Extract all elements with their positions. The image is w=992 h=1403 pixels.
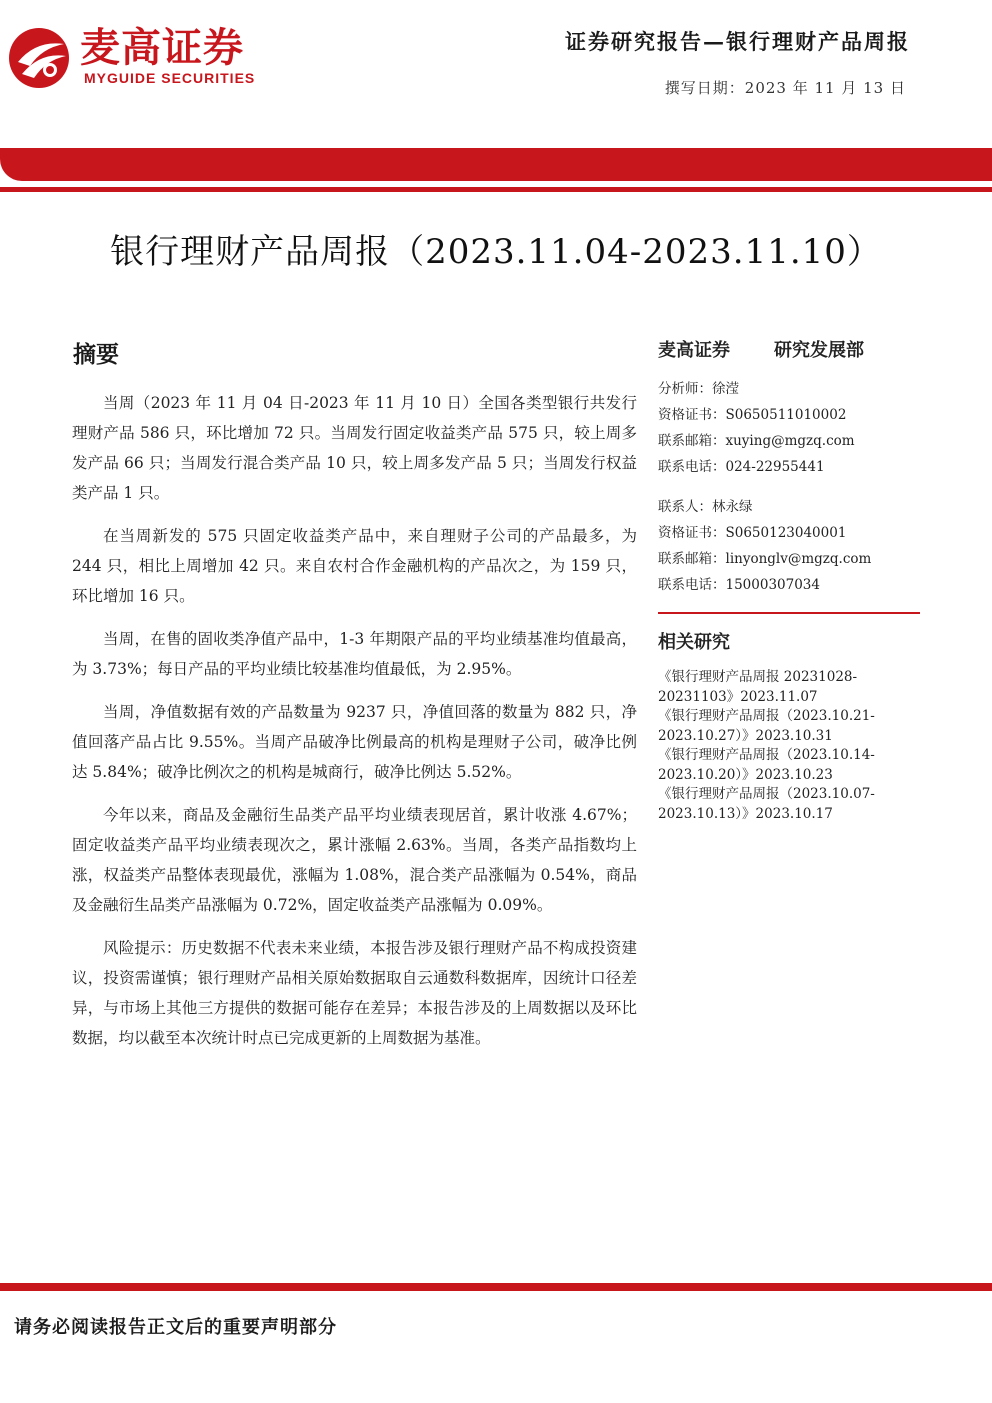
report-date: 撰写日期：2023 年 11 月 13 日 bbox=[664, 79, 906, 97]
sidebar bbox=[658, 336, 920, 824]
sidebar-department: 研究发展部 bbox=[774, 340, 864, 361]
related-research-item[interactable]: 《银行理财产品周报（2023.10.07-2023.10.13）》2023.10.17 bbox=[658, 786, 875, 822]
sidebar-header bbox=[658, 336, 920, 362]
logo-english-name: MYGUIDE SECURITIES bbox=[84, 70, 256, 86]
logo-chinese-name: 麦高证券 bbox=[80, 25, 244, 71]
analyst-info bbox=[658, 376, 920, 598]
abstract-paragraph: 在当周新发的 575 只固定收益类产品中，来自理财子公司的产品最多，为 244 只，相比上周增加 42 只。来自农村合作金融机构的产品次之，为 159 只，环比增加 16 只。 bbox=[72, 527, 637, 605]
contact-phone: 联系电话：15000307034 bbox=[658, 577, 820, 593]
report-title: 银行理财产品周报（2023.11.04-2023.11.10） bbox=[110, 232, 882, 272]
risk-warning-paragraph: 风险提示：历史数据不代表未来业绩，本报告涉及银行理财产品不构成投资建议，投资需谨慎；银行理财产品相关原始数据取自云通数科数据库，因统计口径差异，与市场上其他三方提供的数据可能存在差异；本报告涉及的上周数据以及环比数据，均以截至本次统计时点已完成更新的上周数据为基准。 bbox=[72, 939, 637, 1047]
analyst-cert: 资格证书：S0650511010002 bbox=[658, 407, 847, 423]
header-red-line bbox=[0, 187, 992, 192]
footer-red-band bbox=[0, 1283, 992, 1291]
sidebar-company: 麦高证券 bbox=[658, 340, 730, 361]
myguide-logo-icon bbox=[6, 22, 76, 92]
analyst-name: 分析师：徐滢 bbox=[658, 381, 739, 397]
abstract-body bbox=[72, 388, 637, 1066]
abstract-paragraph: 今年以来，商品及金融衍生品类产品平均业绩表现居首，累计收涨 4.67%；固定收益类产品平均业绩表现次之，累计涨幅 2.63%。当周，各类产品指数均上涨，权益类产品整体表现最优，涨幅为 1.08%，混合类产品涨幅为 0.54%，商品及金融衍生品类产品涨幅为 0.72%，固定收益类产品涨幅为 0.09%。 bbox=[72, 806, 637, 914]
abstract-paragraph: 当周，净值数据有效的产品数量为 9237 只，净值回落的数量为 882 只，净值回落产品占比 9.55%。当周产品破净比例最高的机构是理财子公司，破净比例达 5.84%；破净比例次之的机构是城商行，破净比例达 5.52%。 bbox=[72, 703, 637, 781]
contact-cert: 资格证书：S0650123040001 bbox=[658, 525, 847, 541]
report-type: 证券研究报告—银行理财产品周报 bbox=[565, 29, 910, 54]
sidebar-divider bbox=[658, 612, 920, 614]
footer-disclaimer: 请务必阅读报告正文后的重要声明部分 bbox=[14, 1317, 337, 1338]
contact-name: 联系人：林永绿 bbox=[658, 499, 753, 515]
analyst-email[interactable]: 联系邮箱：xuying@mgzq.com bbox=[658, 433, 855, 449]
abstract-heading: 摘要 bbox=[73, 341, 119, 368]
analyst-phone: 联系电话：024-22955441 bbox=[658, 459, 825, 475]
abstract-paragraph: 当周，在售的固收类净值产品中，1-3 年期限产品的平均业绩基准均值最高，为 3.73%；每日产品的平均业绩比较基准均值最低，为 2.95%。 bbox=[72, 630, 637, 678]
related-research-item[interactable]: 《银行理财产品周报（2023.10.21-2023.10.27）》2023.10.31 bbox=[658, 708, 875, 744]
related-research-item[interactable]: 《银行理财产品周报（2023.10.14-2023.10.20）》2023.10.23 bbox=[658, 747, 875, 783]
header-red-band bbox=[0, 148, 992, 181]
related-research-item[interactable]: 《银行理财产品周报 20231028-20231103》2023.11.07 bbox=[658, 669, 858, 705]
related-research-list bbox=[658, 668, 920, 824]
contact-email[interactable]: 联系邮箱：linyonglv@mgzq.com bbox=[658, 551, 872, 567]
related-research-heading: 相关研究 bbox=[658, 632, 730, 653]
abstract-paragraph: 当周（2023 年 11 月 04 日-2023 年 11 月 10 日）全国各类型银行共发行理财产品 586 只，环比增加 72 只。当周发行固定收益类产品 575 只，较上周多发产品 66 只；当周发行混合类产品 10 只，较上周多发产品 5 只；当周发行权益类产品 1 只。 bbox=[72, 394, 637, 502]
company-logo bbox=[6, 22, 266, 92]
